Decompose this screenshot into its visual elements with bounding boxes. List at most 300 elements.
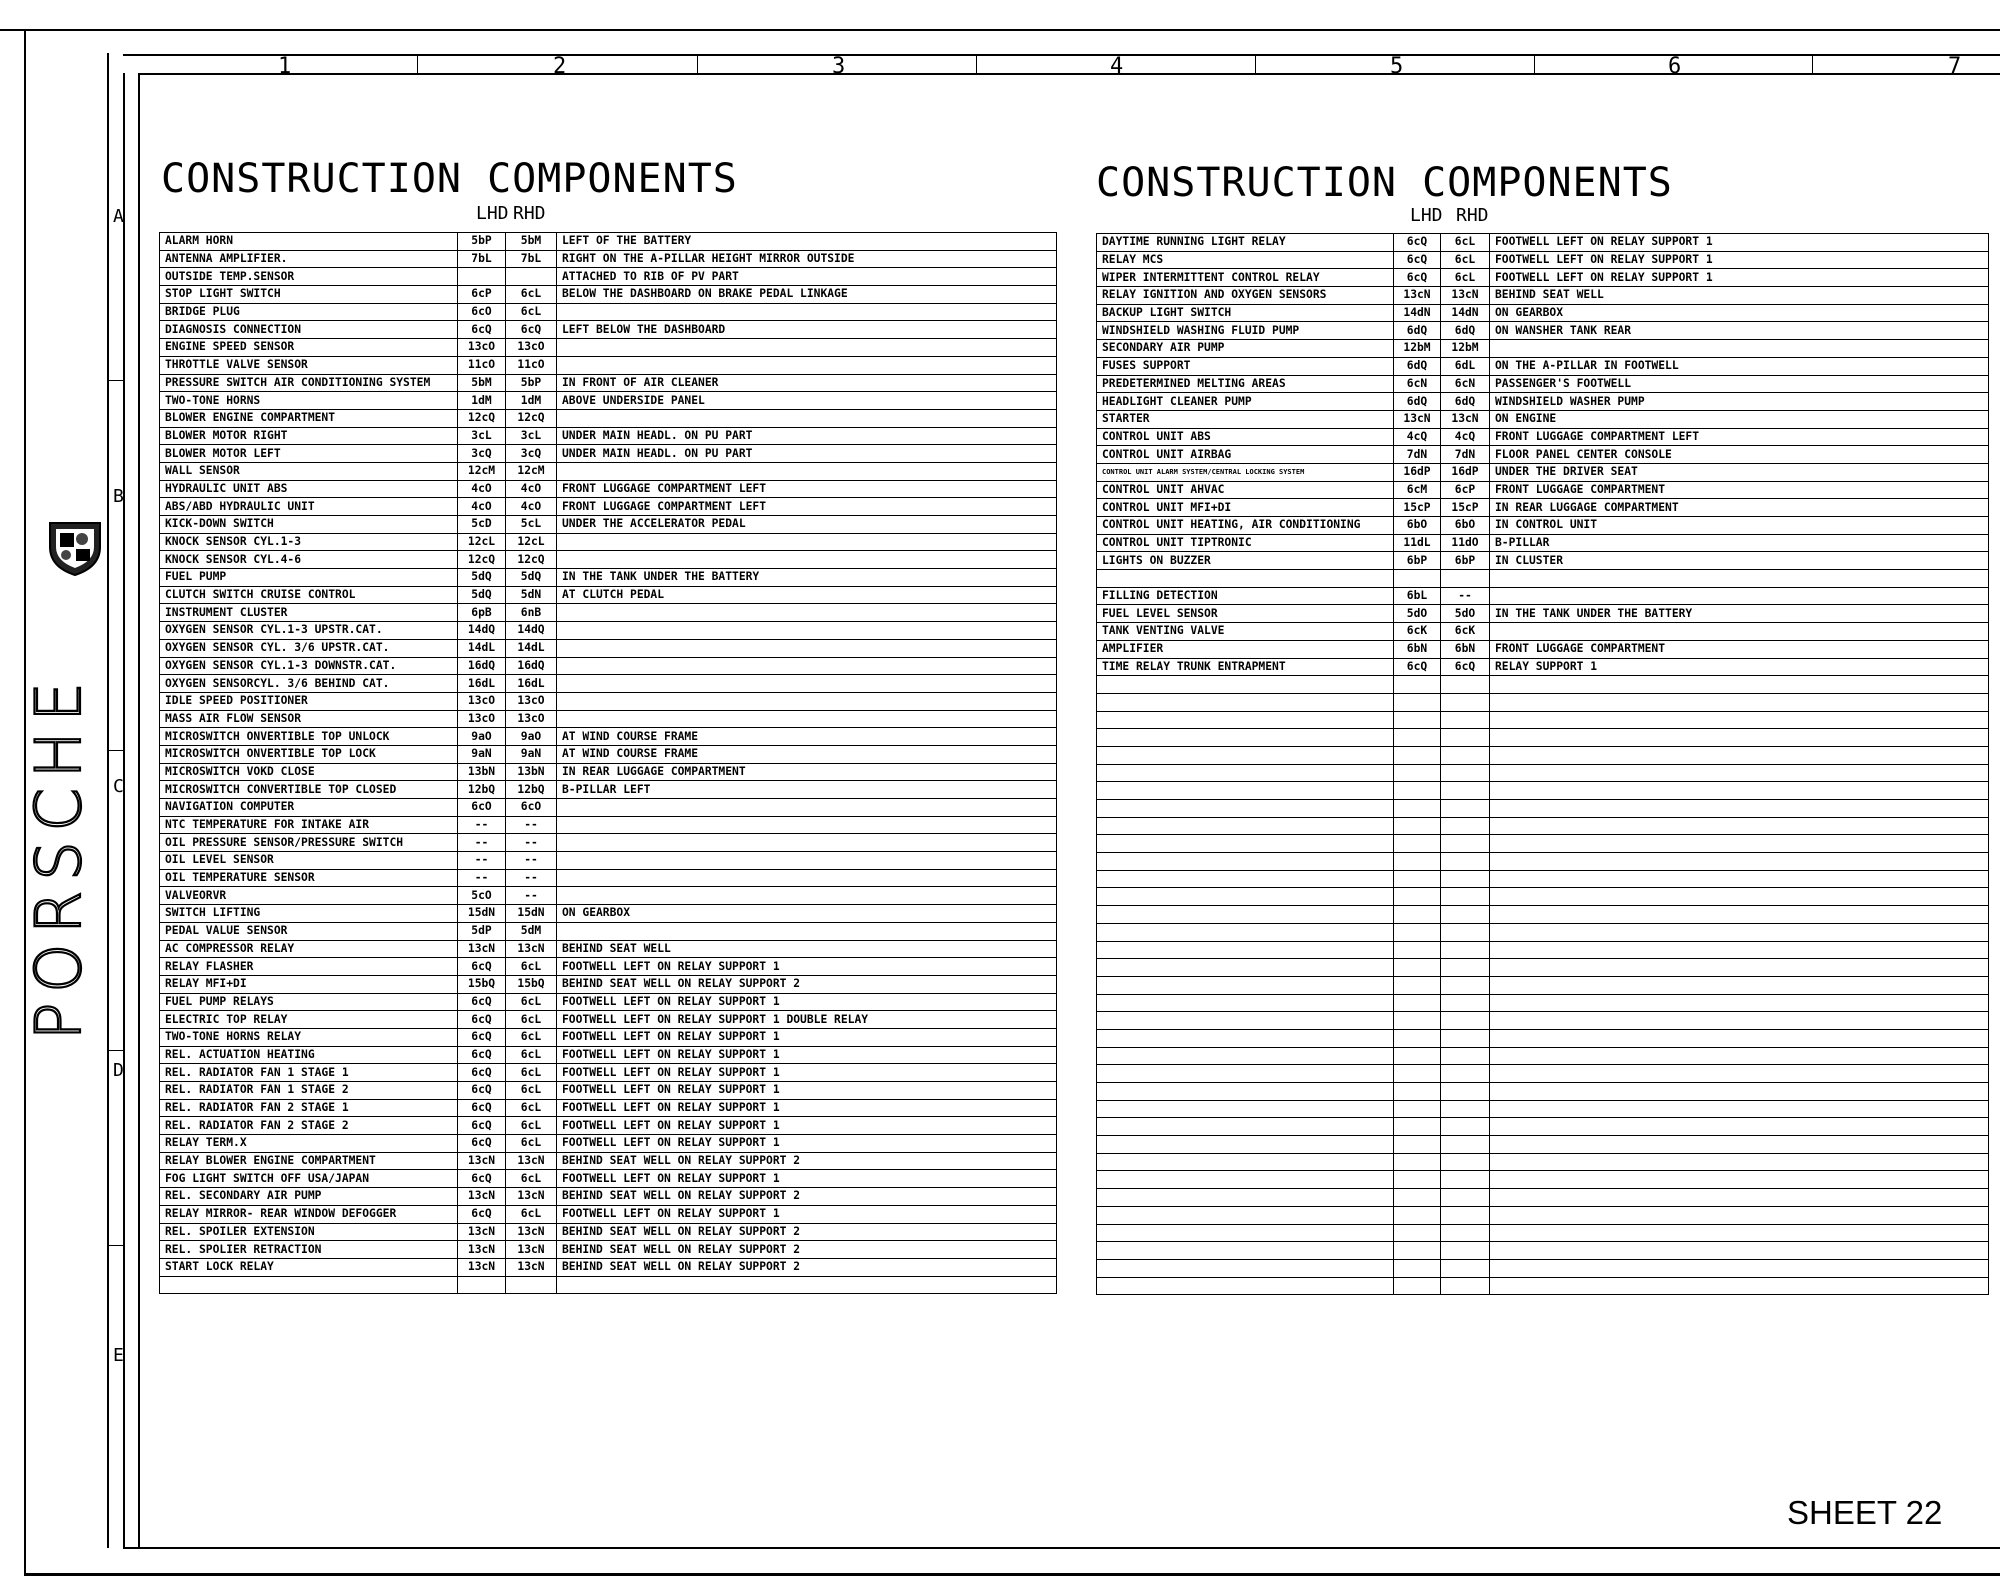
rhd-code-cell — [1441, 959, 1490, 977]
lhd-code-cell: 12cQ — [458, 551, 506, 569]
rhd-code-cell: 6cL — [506, 303, 557, 321]
table-row — [160, 1011, 1057, 1029]
rhd-code-cell — [1441, 1277, 1490, 1295]
lhd-code-cell: 4cO — [458, 498, 506, 516]
location-cell — [557, 710, 1057, 728]
lhd-code-cell — [1394, 1065, 1441, 1083]
component-name-cell: AC COMPRESSOR RELAY — [160, 940, 458, 958]
component-name-cell: MICROSWITCH VOKD CLOSE — [160, 763, 458, 781]
lhd-code-cell — [1394, 711, 1441, 729]
table-row — [160, 1258, 1057, 1276]
table-row — [1097, 605, 1989, 623]
table-row — [160, 958, 1057, 976]
location-cell — [557, 887, 1057, 905]
component-name-cell: THROTTLE VALVE SENSOR — [160, 356, 458, 374]
table-row — [1097, 481, 1989, 499]
brand-text: PORSCHE — [22, 672, 95, 1040]
component-name-cell — [1097, 693, 1394, 711]
location-cell — [1490, 1136, 1989, 1154]
lhd-code-cell: 11dL — [1394, 534, 1441, 552]
table-row — [1097, 463, 1989, 481]
component-name-cell — [1097, 782, 1394, 800]
component-name-cell — [1097, 729, 1394, 747]
component-name-cell: RELAY MFI+DI — [160, 975, 458, 993]
table-row — [1097, 1224, 1989, 1242]
location-cell: RELAY SUPPORT 1 — [1490, 658, 1989, 676]
lhd-code-cell: 13cN — [458, 1188, 506, 1206]
table-row — [1097, 746, 1989, 764]
rhd-code-cell: 6cQ — [1441, 658, 1490, 676]
location-cell — [557, 1276, 1057, 1294]
table-row — [1097, 499, 1989, 517]
rhd-code-cell: 6cN — [1441, 375, 1490, 393]
lhd-code-cell: 6cQ — [1394, 251, 1441, 269]
table-row — [160, 392, 1057, 410]
location-cell — [1490, 853, 1989, 871]
lhd-code-cell — [458, 268, 506, 286]
location-cell — [557, 852, 1057, 870]
component-name-cell: FUEL PUMP RELAYS — [160, 993, 458, 1011]
location-cell — [557, 657, 1057, 675]
location-cell — [1490, 906, 1989, 924]
rhd-code-cell: 13cN — [506, 940, 557, 958]
rhd-code-cell — [1441, 870, 1490, 888]
rhd-code-cell: 6nB — [506, 604, 557, 622]
lhd-code-cell: 9aO — [458, 728, 506, 746]
location-cell — [1490, 764, 1989, 782]
location-cell: FRONT LUGGAGE COMPARTMENT LEFT — [1490, 428, 1989, 446]
rhd-code-cell — [1441, 1153, 1490, 1171]
component-name-cell — [1097, 817, 1394, 835]
location-cell — [1490, 676, 1989, 694]
table-row — [160, 409, 1057, 427]
rhd-code-cell — [1441, 817, 1490, 835]
right-components-table — [1096, 233, 1989, 1295]
table-row — [160, 887, 1057, 905]
lhd-code-cell — [1394, 676, 1441, 694]
table-row — [1097, 340, 1989, 358]
zone-column-divider — [697, 55, 698, 74]
table-row — [160, 622, 1057, 640]
rhd-code-cell — [1441, 1029, 1490, 1047]
component-name-cell — [1097, 1224, 1394, 1242]
location-cell: FOOTWELL LEFT ON RELAY SUPPORT 1 — [557, 1170, 1057, 1188]
lhd-code-cell — [1394, 1189, 1441, 1207]
zone-row-letter: A — [113, 206, 124, 227]
rhd-code-cell — [1441, 1100, 1490, 1118]
table-row — [160, 1117, 1057, 1135]
rhd-code-cell: -- — [506, 834, 557, 852]
zone-row-letter: D — [113, 1060, 124, 1081]
component-name-cell — [1097, 1153, 1394, 1171]
location-cell: FOOTWELL LEFT ON RELAY SUPPORT 1 — [557, 1135, 1057, 1153]
lhd-code-cell: 11cO — [458, 356, 506, 374]
component-name-cell: FILLING DETECTION — [1097, 587, 1394, 605]
location-cell — [557, 834, 1057, 852]
component-name-cell: RELAY MCS — [1097, 251, 1394, 269]
table-row — [160, 728, 1057, 746]
location-cell — [1490, 959, 1989, 977]
lhd-code-cell: 6cQ — [458, 993, 506, 1011]
lhd-code-cell: 16dQ — [458, 657, 506, 675]
rhd-code-cell: 9aN — [506, 745, 557, 763]
location-cell: FOOTWELL LEFT ON RELAY SUPPORT 1 — [557, 993, 1057, 1011]
table-row — [1097, 304, 1989, 322]
rhd-code-cell — [506, 268, 557, 286]
lhd-code-cell — [1394, 1224, 1441, 1242]
rhd-code-cell — [1441, 676, 1490, 694]
table-row — [160, 1046, 1057, 1064]
location-cell: BEHIND SEAT WELL ON RELAY SUPPORT 2 — [557, 975, 1057, 993]
rhd-code-cell — [1441, 994, 1490, 1012]
location-cell: B-PILLAR — [1490, 534, 1989, 552]
lhd-code-cell: 6dQ — [1394, 357, 1441, 375]
component-name-cell: CONTROL UNIT HEATING, AIR CONDITIONING — [1097, 517, 1394, 535]
rhd-code-cell: 6cL — [506, 1170, 557, 1188]
component-name-cell: CONTROL UNIT ALARM SYSTEM/CENTRAL LOCKING SYSTEM — [1097, 463, 1394, 481]
table-row — [1097, 269, 1989, 287]
location-cell — [557, 639, 1057, 657]
rhd-code-cell — [1441, 764, 1490, 782]
lhd-code-cell — [1394, 800, 1441, 818]
lhd-code-cell: 6cQ — [458, 1064, 506, 1082]
lhd-code-cell: 12bQ — [458, 781, 506, 799]
table-row — [1097, 1153, 1989, 1171]
table-row — [160, 427, 1057, 445]
component-name-cell: OXYGEN SENSOR CYL. 3/6 UPSTR.CAT. — [160, 639, 458, 657]
location-cell: LEFT OF THE BATTERY — [557, 233, 1057, 251]
rhd-code-cell: 14dN — [1441, 304, 1490, 322]
location-cell — [1490, 711, 1989, 729]
location-cell: FOOTWELL LEFT ON RELAY SUPPORT 1 — [557, 1046, 1057, 1064]
lhd-code-cell — [1394, 817, 1441, 835]
lhd-code-cell — [1394, 994, 1441, 1012]
location-cell — [1490, 870, 1989, 888]
table-row — [160, 445, 1057, 463]
lhd-code-cell: 13cO — [458, 692, 506, 710]
rhd-code-cell: 16dL — [506, 675, 557, 693]
rhd-code-cell: 13cN — [506, 1258, 557, 1276]
table-row — [160, 993, 1057, 1011]
location-cell: FOOTWELL LEFT ON RELAY SUPPORT 1 — [1490, 251, 1989, 269]
component-name-cell: ALARM HORN — [160, 233, 458, 251]
table-row — [1097, 1065, 1989, 1083]
table-row — [1097, 959, 1989, 977]
rhd-code-cell — [1441, 1242, 1490, 1260]
rhd-code-cell: 6cL — [506, 993, 557, 1011]
rhd-code-cell — [1441, 711, 1490, 729]
component-name-cell: REL. RADIATOR FAN 1 STAGE 2 — [160, 1082, 458, 1100]
rhd-code-cell: 6cL — [506, 958, 557, 976]
zone-column-number: 4 — [1110, 54, 1124, 79]
lhd-code-cell — [1394, 782, 1441, 800]
porsche-logotype — [22, 520, 105, 1060]
table-row — [1097, 923, 1989, 941]
location-cell: BEHIND SEAT WELL — [1490, 287, 1989, 305]
component-name-cell: FUEL LEVEL SENSOR — [1097, 605, 1394, 623]
rhd-code-cell — [1441, 1083, 1490, 1101]
lhd-code-cell: 4cO — [458, 480, 506, 498]
lhd-code-cell — [1394, 1242, 1441, 1260]
rhd-code-cell: -- — [506, 816, 557, 834]
location-cell: ON WANSHER TANK REAR — [1490, 322, 1989, 340]
lhd-code-cell: 9aN — [458, 745, 506, 763]
rhd-code-cell: 6cP — [1441, 481, 1490, 499]
lhd-code-cell — [1394, 1153, 1441, 1171]
lhd-code-cell: 16dP — [1394, 463, 1441, 481]
zone-row-divider — [108, 1050, 123, 1051]
zone-column-number: 3 — [832, 54, 846, 79]
component-name-cell — [1097, 923, 1394, 941]
component-name-cell: CONTROL UNIT AIRBAG — [1097, 446, 1394, 464]
location-cell — [1490, 623, 1989, 641]
rhd-code-cell: 6cL — [1441, 251, 1490, 269]
lhd-code-cell — [1394, 870, 1441, 888]
location-cell: FRONT LUGGAGE COMPARTMENT LEFT — [557, 498, 1057, 516]
lhd-code-cell: 13cN — [458, 1152, 506, 1170]
frame-line — [123, 73, 125, 1549]
table-row — [1097, 658, 1989, 676]
table-row — [160, 250, 1057, 268]
rhd-code-cell: 12cM — [506, 462, 557, 480]
component-name-cell: ANTENNA AMPLIFIER. — [160, 250, 458, 268]
lhd-code-cell: 15cP — [1394, 499, 1441, 517]
lhd-code-cell — [1394, 693, 1441, 711]
component-name-cell: BRIDGE PLUG — [160, 303, 458, 321]
table-row — [1097, 941, 1989, 959]
rhd-code-cell: 12bQ — [506, 781, 557, 799]
lhd-code-cell: 6dQ — [1394, 322, 1441, 340]
lhd-code-cell: 5bP — [458, 233, 506, 251]
lhd-code-cell: 4cQ — [1394, 428, 1441, 446]
component-name-cell: KICK-DOWN SWITCH — [160, 516, 458, 534]
rhd-code-cell: 6cL — [1441, 234, 1490, 252]
location-cell: IN FRONT OF AIR CLEANER — [557, 374, 1057, 392]
lhd-code-cell: 6cQ — [458, 1082, 506, 1100]
rhd-code-cell: 13cN — [506, 1188, 557, 1206]
lhd-code-cell — [1394, 923, 1441, 941]
table-row — [1097, 1047, 1989, 1065]
location-cell: FOOTWELL LEFT ON RELAY SUPPORT 1 — [557, 1028, 1057, 1046]
table-row — [160, 480, 1057, 498]
lhd-code-cell: 13cO — [458, 339, 506, 357]
table-row — [1097, 853, 1989, 871]
component-name-cell: MICROSWITCH ONVERTIBLE TOP UNLOCK — [160, 728, 458, 746]
location-cell — [557, 339, 1057, 357]
component-name-cell: IDLE SPEED POSITIONER — [160, 692, 458, 710]
component-name-cell: WINDSHIELD WASHING FLUID PUMP — [1097, 322, 1394, 340]
location-cell: FOOTWELL LEFT ON RELAY SUPPORT 1 — [557, 1064, 1057, 1082]
lhd-code-cell — [1394, 1136, 1441, 1154]
zone-column-number: 5 — [1390, 54, 1404, 79]
location-cell — [1490, 570, 1989, 588]
rhd-code-cell — [1441, 1206, 1490, 1224]
right-rhd-header: RHD — [1456, 205, 1489, 226]
lhd-code-cell: 5dP — [458, 922, 506, 940]
rhd-code-cell: 15cP — [1441, 499, 1490, 517]
component-name-cell: RELAY BLOWER ENGINE COMPARTMENT — [160, 1152, 458, 1170]
location-cell — [557, 533, 1057, 551]
lhd-code-cell: 6dQ — [1394, 393, 1441, 411]
rhd-code-cell: 12cQ — [506, 551, 557, 569]
zone-row-letter: C — [113, 776, 124, 797]
component-name-cell: MASS AIR FLOW SENSOR — [160, 710, 458, 728]
component-name-cell: TIME RELAY TRUNK ENTRAPMENT — [1097, 658, 1394, 676]
rhd-code-cell: 13cO — [506, 339, 557, 357]
lhd-code-cell: 6cQ — [458, 1011, 506, 1029]
location-cell: ABOVE UNDERSIDE PANEL — [557, 392, 1057, 410]
table-row — [160, 799, 1057, 817]
table-row — [160, 781, 1057, 799]
rhd-code-cell — [1441, 800, 1490, 818]
rhd-code-cell: 6cL — [506, 1099, 557, 1117]
lhd-code-cell: 6cQ — [458, 1099, 506, 1117]
location-cell — [1490, 1153, 1989, 1171]
component-name-cell: BACKUP LIGHT SWITCH — [1097, 304, 1394, 322]
lhd-code-cell: 6cO — [458, 303, 506, 321]
zone-row-letter: B — [113, 486, 124, 507]
table-row — [160, 763, 1057, 781]
location-cell — [1490, 994, 1989, 1012]
component-name-cell: OXYGEN SENSORCYL. 3/6 BEHIND CAT. — [160, 675, 458, 693]
location-cell: FRONT LUGGAGE COMPARTMENT LEFT — [557, 480, 1057, 498]
table-row — [1097, 835, 1989, 853]
lhd-code-cell — [1394, 853, 1441, 871]
table-row — [1097, 410, 1989, 428]
location-cell: AT CLUTCH PEDAL — [557, 586, 1057, 604]
table-row — [1097, 1100, 1989, 1118]
rhd-code-cell — [506, 1276, 557, 1294]
table-row — [160, 692, 1057, 710]
rhd-code-cell: 13bN — [506, 763, 557, 781]
rhd-code-cell: 6cL — [506, 1028, 557, 1046]
table-row — [1097, 446, 1989, 464]
table-row — [1097, 994, 1989, 1012]
rhd-code-cell — [1441, 1118, 1490, 1136]
component-name-cell: STOP LIGHT SWITCH — [160, 286, 458, 304]
lhd-code-cell: 6bP — [1394, 552, 1441, 570]
component-name-cell: OIL LEVEL SENSOR — [160, 852, 458, 870]
lhd-code-cell — [1394, 570, 1441, 588]
table-row — [1097, 1206, 1989, 1224]
table-row — [160, 321, 1057, 339]
frame-line — [0, 29, 2000, 31]
component-name-cell: BLOWER ENGINE COMPARTMENT — [160, 409, 458, 427]
lhd-code-cell: -- — [458, 852, 506, 870]
rhd-code-cell: 13cO — [506, 710, 557, 728]
table-row — [160, 303, 1057, 321]
component-name-cell: KNOCK SENSOR CYL.1-3 — [160, 533, 458, 551]
rhd-code-cell — [1441, 976, 1490, 994]
lhd-code-cell — [1394, 959, 1441, 977]
component-name-cell — [1097, 1136, 1394, 1154]
location-cell — [1490, 1259, 1989, 1277]
component-name-cell: TWO-TONE HORNS — [160, 392, 458, 410]
component-name-cell: OIL TEMPERATURE SENSOR — [160, 869, 458, 887]
table-row — [160, 356, 1057, 374]
location-cell — [1490, 941, 1989, 959]
location-cell — [1490, 817, 1989, 835]
table-row — [1097, 693, 1989, 711]
lhd-code-cell — [1394, 941, 1441, 959]
location-cell — [557, 922, 1057, 940]
table-row — [160, 905, 1057, 923]
table-row — [160, 586, 1057, 604]
table-row — [1097, 729, 1989, 747]
table-row — [1097, 570, 1989, 588]
lhd-code-cell: 6bN — [1394, 640, 1441, 658]
component-name-cell: OIL PRESSURE SENSOR/PRESSURE SWITCH — [160, 834, 458, 852]
component-name-cell: ELECTRIC TOP RELAY — [160, 1011, 458, 1029]
component-name-cell: WIPER INTERMITTENT CONTROL RELAY — [1097, 269, 1394, 287]
lhd-code-cell: 5dO — [1394, 605, 1441, 623]
table-row — [1097, 1171, 1989, 1189]
table-row — [160, 268, 1057, 286]
left-components-table — [159, 232, 1057, 1294]
rhd-code-cell: -- — [506, 887, 557, 905]
location-cell — [1490, 835, 1989, 853]
rhd-code-cell: 13cN — [506, 1241, 557, 1259]
component-name-cell: PRESSURE SWITCH AIR CONDITIONING SYSTEM — [160, 374, 458, 392]
table-row — [160, 233, 1057, 251]
table-row — [1097, 870, 1989, 888]
lhd-code-cell: 6pB — [458, 604, 506, 622]
lhd-code-cell: 13cN — [458, 1241, 506, 1259]
lhd-code-cell: 1dM — [458, 392, 506, 410]
rhd-code-cell: 16dQ — [506, 657, 557, 675]
zone-column-divider — [976, 55, 977, 74]
frame-line — [123, 1547, 2000, 1549]
location-cell: PASSENGER'S FOOTWELL — [1490, 375, 1989, 393]
lhd-code-cell — [1394, 1171, 1441, 1189]
lhd-code-cell: 5dQ — [458, 586, 506, 604]
lhd-code-cell: 15bQ — [458, 975, 506, 993]
component-name-cell — [1097, 1206, 1394, 1224]
component-name-cell — [1097, 835, 1394, 853]
component-name-cell: BLOWER MOTOR RIGHT — [160, 427, 458, 445]
zone-row-divider — [108, 750, 123, 751]
component-name-cell — [1097, 1277, 1394, 1295]
rhd-code-cell: 7dN — [1441, 446, 1490, 464]
component-name-cell: INSTRUMENT CLUSTER — [160, 604, 458, 622]
component-name-cell: BLOWER MOTOR LEFT — [160, 445, 458, 463]
table-row — [160, 869, 1057, 887]
rhd-code-cell: 12bM — [1441, 340, 1490, 358]
location-cell: ATTACHED TO RIB OF PV PART — [557, 268, 1057, 286]
location-cell — [1490, 782, 1989, 800]
location-cell: FOOTWELL LEFT ON RELAY SUPPORT 1 DOUBLE RELAY — [557, 1011, 1057, 1029]
lhd-code-cell: 6bL — [1394, 587, 1441, 605]
table-row — [160, 1028, 1057, 1046]
frame-line — [123, 54, 2000, 56]
rhd-code-cell — [1441, 1189, 1490, 1207]
rhd-code-cell: 6cO — [506, 799, 557, 817]
component-name-cell — [1097, 994, 1394, 1012]
location-cell — [1490, 1189, 1989, 1207]
lhd-code-cell: 6cQ — [458, 1046, 506, 1064]
zone-row-divider — [108, 1245, 123, 1246]
lhd-code-cell — [1394, 1277, 1441, 1295]
lhd-code-cell: 6cQ — [458, 1135, 506, 1153]
table-row — [1097, 534, 1989, 552]
lhd-code-cell: 7dN — [1394, 446, 1441, 464]
table-row — [1097, 428, 1989, 446]
component-name-cell — [160, 1276, 458, 1294]
lhd-code-cell: 6cQ — [1394, 269, 1441, 287]
location-cell: IN THE TANK UNDER THE BATTERY — [1490, 605, 1989, 623]
table-row — [1097, 782, 1989, 800]
rhd-code-cell — [1441, 1047, 1490, 1065]
